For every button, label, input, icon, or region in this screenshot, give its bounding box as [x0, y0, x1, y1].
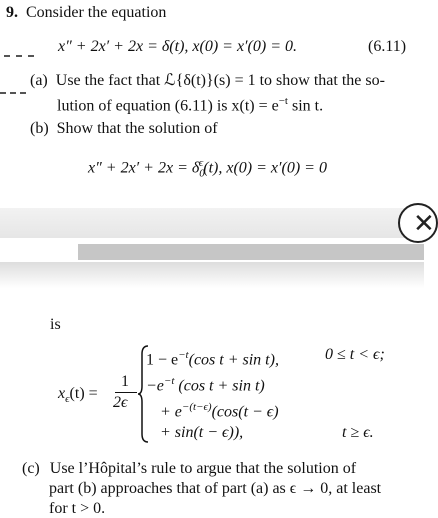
is-label: is [50, 316, 61, 333]
scroll-bar[interactable] [78, 244, 424, 260]
part-c: (c) Use l’Hôpital’s rule to argue that the solution of [22, 460, 357, 477]
condition-1: 0 ≤ t < ϵ; [325, 346, 385, 363]
close-icon: ✕ [413, 209, 435, 239]
equation-6-11: x″ + 2x′ + 2x = δ(t), x(0) = x′(0) = 0. [58, 38, 298, 55]
case-2-line2: + $e^{-(t-\epsilon)}(\cos(t - \epsilon)$ [160, 401, 279, 421]
close-button[interactable] [398, 203, 438, 243]
part-c-line2: part (b) approaches that of part (a) as ϵ → 0, at least [49, 480, 382, 497]
margin-mark [4, 55, 10, 57]
case-1: $1 - e^{-t}(\cos$ t + sin t), [146, 349, 279, 369]
case-2-line1: $-e^{-t}$ (cos t + sin t) [146, 375, 265, 395]
part-b: (b) Show that the solution of [30, 120, 218, 137]
part-a-line2: lution of equation (6.11) is $x(t) = e^{-t}$ sin t. [57, 95, 324, 115]
margin-mark [20, 92, 26, 94]
margin-mark [0, 92, 6, 94]
case-2-line3: + sin(t − ϵ)), [160, 424, 244, 441]
equation-b: $x'' + 2x' + 2x = \delta_0^\epsilon(t)$, x(0) = x′(0) = 0 [88, 157, 327, 180]
margin-mark [16, 55, 22, 57]
solution-lhs: $x_\epsilon(t)$ = [58, 385, 98, 406]
condition-2: t ≥ ϵ. [342, 424, 374, 441]
page-fade [0, 262, 424, 288]
page-gap [0, 208, 424, 238]
fraction-denominator: 2ϵ [113, 394, 128, 411]
equation-number: (6.11) [368, 38, 407, 55]
problem-number: 9. Consider the equation [6, 4, 167, 21]
margin-mark [10, 92, 16, 94]
fraction-bar [115, 392, 137, 393]
margin-mark [28, 55, 34, 57]
fraction-numerator: 1 [121, 373, 129, 390]
part-c-line3: for t > 0. [49, 500, 106, 517]
part-a: (a) Use the fact that ℒ{δ(t)}(s) = 1 to show that the so- [30, 72, 385, 89]
